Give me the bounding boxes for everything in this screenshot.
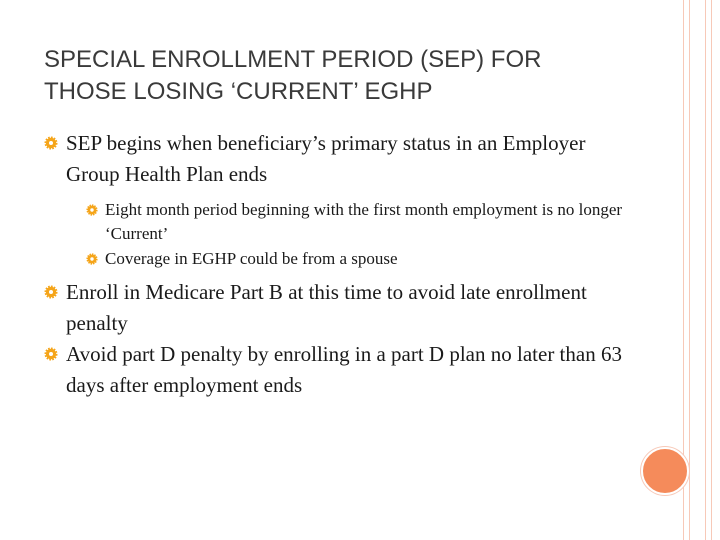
sub-bullet-text: Eight month period beginning with the first month employment is no longer ‘Current’ <box>105 200 623 243</box>
bullet-item <box>44 128 644 271</box>
bullet-item <box>44 339 644 401</box>
orange-gear-icon <box>44 136 58 150</box>
decorative-rail <box>711 0 712 540</box>
bullet-text: Enroll in Medicare Part B at this time to avoid late enrollment penalty <box>66 280 587 335</box>
sub-bullet-list <box>66 198 644 271</box>
decorative-rail <box>689 0 690 540</box>
orange-gear-icon <box>44 285 58 299</box>
bullet-list <box>44 128 644 401</box>
accent-circle <box>641 447 689 495</box>
orange-gear-icon <box>86 204 98 216</box>
sub-bullet-text: Coverage in EGHP could be from a spouse <box>105 249 398 268</box>
orange-gear-icon <box>86 253 98 265</box>
title-line-2: THOSE LOSING ‘CURRENT’ EGHP <box>44 78 433 105</box>
bullet-text: SEP begins when beneficiary’s primary status in an Employer Group Health Plan ends <box>66 131 586 186</box>
bullet-item <box>44 277 644 339</box>
title-line-1: SPECIAL ENROLLMENT PERIOD (SEP) FOR <box>44 46 542 73</box>
sub-bullet-item <box>66 247 644 271</box>
slide-title <box>44 44 644 108</box>
bullet-text: Avoid part D penalty by enrolling in a part D plan no later than 63 days after employment ends <box>66 342 622 397</box>
orange-gear-icon <box>44 347 58 361</box>
decorative-rail <box>705 0 706 540</box>
sub-bullet-item <box>66 198 644 246</box>
